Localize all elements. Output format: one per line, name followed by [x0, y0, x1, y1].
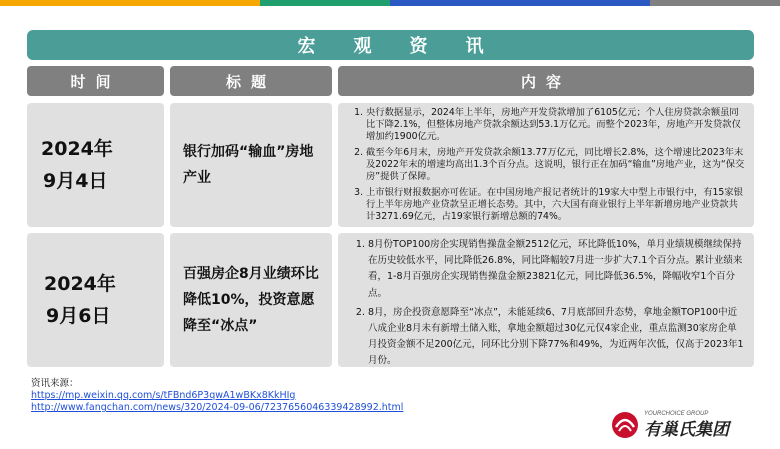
- header-time: 时间: [27, 66, 164, 96]
- nest-logo-icon: [610, 405, 760, 441]
- row1-date-day: 9月4日: [43, 170, 108, 192]
- header-title: 标题: [170, 66, 332, 96]
- header-content: 内容: [338, 66, 754, 96]
- row2-date: [27, 233, 164, 367]
- top-color-stripe: [0, 0, 780, 6]
- row1-date: [27, 103, 164, 227]
- row1-item: 2. 截至今年6月末，房地产开发贷款余额13.77万亿元，同比增长2.8%，这个增速比2023年末及2022年末的增速均高出1.3个百分点。这说明，银行正在加码“输血”房地产业，这为“保交房”提供了保障。: [366, 147, 746, 183]
- row2-item: 1. 8月份TOP100房企实现销售操盘金额2512亿元，环比降低10%，单月业绩规模继续保持在历史较低水平，同比降低26.8%，同比降幅较7月进一步扩大7.1个百分点。累计业绩来看，1-8月百强房企实现销售操盘金额23821亿元，同比降低36.5%，降幅收窄1个百分点。: [368, 237, 746, 302]
- row1-date-year: 2024年: [41, 138, 113, 160]
- logo-cn-text: 有巢氏集团: [644, 420, 729, 440]
- company-logo: [610, 405, 760, 441]
- row2-title: 百强房企8月业绩环比降低10%，投资意愿降至“冰点”: [170, 233, 332, 367]
- row2-item: 2. 8月，房企投资意愿降至“冰点”，未能延续6、7月底部回升态势，拿地金额TOP100中近八成企业8月未有新增土储入账，拿地金额超过30亿元仅4家企业，重点监测30家房企单月投资金额不足200亿元，同环比分别下降77%和49%，为近两年次低，仅高于2023年1月份。: [368, 305, 746, 370]
- row1-item: 1. 央行数据显示，2024年上半年，房地产开发贷款增加了6105亿元；个人住房贷款余额虽同比下降2.1%，但整体房地产贷款余额达到53.1万亿元。而整个2023年，房地产开发贷款仅增加约1900亿元。: [366, 107, 746, 143]
- row1-title: 银行加码“输血”房地产业: [170, 103, 332, 227]
- banner-title: 宏观资讯: [27, 30, 754, 60]
- logo-en-text: YOURCHOICE GROUP: [644, 411, 709, 417]
- row1-content: [338, 103, 754, 227]
- row2-date-day: 9月6日: [46, 305, 111, 327]
- source-link-fangchan[interactable]: http://www.fangchan.com/news/320/2024-09-06/7237656046339428992.html: [31, 402, 404, 413]
- row1-item: 3. 上市银行财报数据亦可佐证。在中国房地产报记者统计的19家大中型上市银行中，有15家银行上半年房地产业贷款呈正增长态势。其中，六大国有商业银行上半年新增房地产业贷款共计3271.69亿元，占19家银行新增总额的74%。: [366, 187, 746, 223]
- row2-content: [338, 233, 754, 367]
- row2-date-year: 2024年: [44, 273, 116, 295]
- sources-label: 资讯来源：: [31, 378, 79, 389]
- sources: [31, 378, 403, 414]
- source-link-weixin[interactable]: https://mp.weixin.qq.com/s/tFBnd6P3qwA1wBKx8KkHIg: [31, 390, 296, 401]
